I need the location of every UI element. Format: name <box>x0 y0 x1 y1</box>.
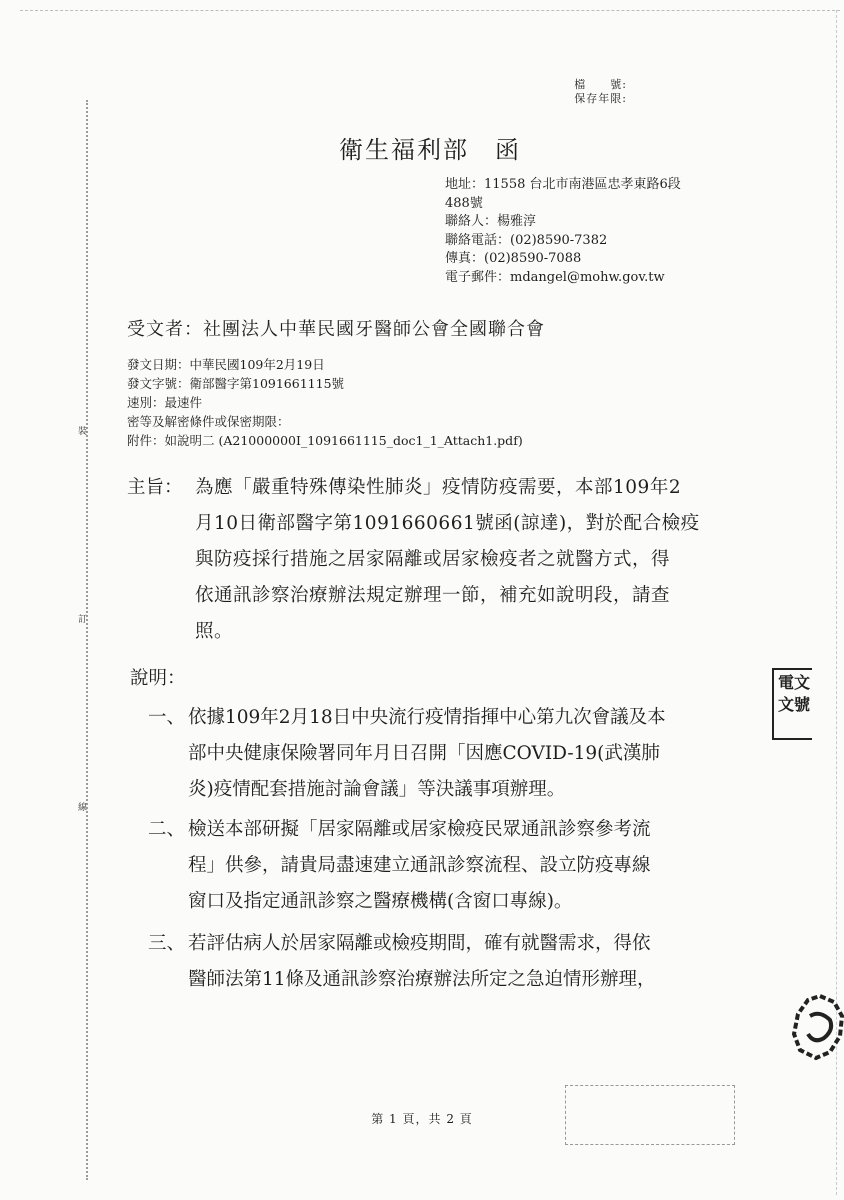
retention-label: 保存年限: <box>574 92 627 105</box>
subject-line: 與防疫採行措施之居家隔離或居家檢疫者之就醫方式，得 <box>195 549 671 570</box>
file-number-label: 檔 號: <box>574 78 627 91</box>
subject-label: 主旨： <box>127 477 183 498</box>
page-footer: 第 1 頁，共 2 頁 <box>371 1112 473 1126</box>
recipient: 受文者：社團法人中華民國牙醫師公會全國聯合會 <box>127 319 545 340</box>
explanation-label: 說明： <box>130 668 186 689</box>
stamp-text: 電文文號 <box>778 673 811 714</box>
contact-address-cont: 488號 <box>445 195 483 211</box>
contact-person: 聯絡人：楊雅淳 <box>445 214 537 229</box>
item-line: 醫師法第11條及通訊診察治療辦法所定之急迫情形辦理， <box>188 969 656 990</box>
binding-line <box>86 100 88 1180</box>
binding-mark-zhuang: 裝 <box>78 427 88 437</box>
binding-mark-ding: 訂 <box>78 615 88 625</box>
subject-line: 照。 <box>195 621 234 642</box>
contact-block <box>445 176 745 287</box>
issue-number: 發文字號：衛部醫字第1091661115號 <box>127 376 345 391</box>
subject-line: 為應「嚴重特殊傳染性肺炎」疫情防疫需要，本部109年2 <box>195 477 682 498</box>
item-line: 程」供參，請貴局盡速建立通訊診察流程、設立防疫專線 <box>188 855 651 876</box>
item-number: 二、 <box>148 819 186 840</box>
item-line: 若評估病人於居家隔離或檢疫期間，確有就醫需求，得依 <box>188 933 651 954</box>
item-number: 一、 <box>148 707 186 728</box>
document-title: 衛生福利部 函 <box>339 136 521 164</box>
urgency: 速別：最速件 <box>127 395 203 410</box>
contact-email: 電子郵件：mdangel@mohw.gov.tw <box>445 269 665 285</box>
item-line: 部中央健康保險署同年月日召開「因應COVID-19(武漢肺 <box>188 743 660 764</box>
item-line: 窗口及指定通訊診察之醫療機構(含窗口專線)。 <box>188 891 573 912</box>
page-top-border <box>20 10 840 11</box>
item-line: 依據109年2月18日中央流行疫情指揮中心第九次會議及本 <box>188 707 666 728</box>
item-number: 三、 <box>148 933 186 954</box>
attachment: 附件：如說明二 (A21000000I_1091661115_doc1_1_Attach1.pdf) <box>127 433 523 448</box>
contact-fax: 傳真：(02)8590-7088 <box>445 251 582 266</box>
subject-line: 依通訊診察治療辦法規定辦理一節，補充如說明段，請查 <box>195 585 671 606</box>
contact-phone: 聯絡電話：(02)8590-7382 <box>445 232 608 248</box>
item-line: 檢送本部研擬「居家隔離或居家檢疫民眾通訊診察參考流 <box>188 819 651 840</box>
meta-block <box>127 355 523 450</box>
official-stamp <box>772 668 812 740</box>
subject-line: 月10日衛部醫字第1091660661號函(諒達)，對於配合檢疫 <box>195 513 700 534</box>
contact-address: 地址：11558 台北市南港區忠孝東路6段 <box>445 177 681 192</box>
binding-mark-xian: 線 <box>78 803 88 813</box>
subject-text <box>195 470 755 650</box>
archive-info <box>535 78 627 106</box>
issue-date: 發文日期：中華民國109年2月19日 <box>127 357 325 372</box>
confidentiality: 密等及解密條件或保密期限： <box>127 414 290 429</box>
item-line: 炎)疫情配套措施討論會議」等決議事項辦理。 <box>188 779 566 800</box>
seal-mark-icon <box>790 992 844 1062</box>
